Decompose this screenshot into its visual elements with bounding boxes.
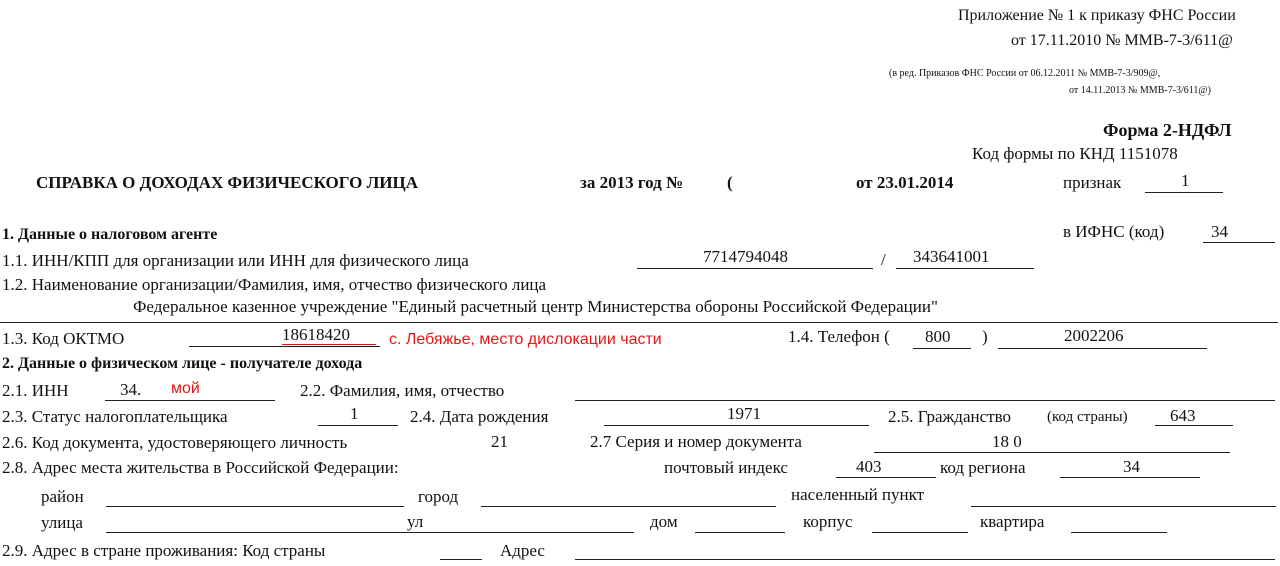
street-label: улица <box>41 513 83 532</box>
doc-code-label: 2.6. Код документа, удостоверяющего личность <box>2 433 348 452</box>
region-value: 34 <box>1123 457 1140 476</box>
foreign-address-field-label: Адрес <box>500 541 545 560</box>
district-label: район <box>41 487 84 506</box>
city-label: город <box>418 487 459 506</box>
redaction-mark <box>736 166 806 192</box>
birth-value: 1971 <box>727 404 761 423</box>
person-inn-label: 2.1. ИНН <box>2 381 69 400</box>
agent-name-label: 1.2. Наименование организации/Фамилия, имя, отчество физического лица <box>2 275 547 294</box>
citizenship-value: 643 <box>1170 406 1196 425</box>
document-title: СПРАВКА О ДОХОДАХ ФИЗИЧЕСКОГО ЛИЦА <box>36 173 419 192</box>
oktmo-note: с. Лебяжье, место дислокации части <box>389 331 662 348</box>
address-label: 2.8. Адрес места жительства в Российской Федерации: <box>2 458 399 477</box>
person-inn-value: 34. <box>120 380 142 399</box>
edition-line-2: от 14.11.2013 № ММВ-7-3/611@) <box>1069 85 1211 96</box>
oktmo-underline-mark <box>282 344 376 345</box>
flat-label: квартира <box>980 512 1045 531</box>
oktmo-value: 18618420 <box>282 325 350 344</box>
phone-label: 1.4. Телефон ( <box>788 327 890 346</box>
section1-heading: 1. Данные о налоговом агенте <box>2 226 218 243</box>
citizenship-hint: (код страны) <box>1047 409 1128 425</box>
agent-name-value: Федеральное казенное учреждение "Единый расчетный центр Министерства обороны Российской Федерации" <box>133 297 938 316</box>
house-label: дом <box>650 512 678 531</box>
street-value: ул <box>407 512 424 531</box>
postal-value: 403 <box>856 457 882 476</box>
postal-label: почтовый индекс <box>664 458 788 477</box>
phone-code: 800 <box>925 327 951 346</box>
phone-close: ) <box>982 327 988 346</box>
foreign-address-label: 2.9. Адрес в стране проживания: Код страны <box>2 541 326 560</box>
appendix-line-2: от 17.11.2010 № ММВ-7-3/611@ <box>1011 32 1233 49</box>
sign-label: признак <box>1063 173 1122 192</box>
edition-line-1: (в ред. Приказов ФНС России от 06.12.2011 № ММВ-7-3/909@, <box>889 68 1161 79</box>
title-year: за 2013 год № <box>580 173 684 192</box>
phone-value: 2002206 <box>1064 326 1124 345</box>
birth-label: 2.4. Дата рождения <box>410 407 549 426</box>
form-name: Форма 2-НДФЛ <box>1103 120 1232 140</box>
ifns-label: в ИФНС (код) <box>1063 222 1165 241</box>
citizenship-label: 2.5. Гражданство <box>888 407 1011 426</box>
agent-inn-value: 7714794048 <box>703 247 788 266</box>
agent-inn-label: 1.1. ИНН/КПП для организации или ИНН для физического лица <box>2 251 469 270</box>
person-inn-note: мой <box>171 380 200 397</box>
inn-kpp-slash: / <box>881 250 886 269</box>
title-paren: ( <box>727 173 733 192</box>
oktmo-label: 1.3. Код ОКТМО <box>2 329 125 348</box>
title-date: от 23.01.2014 <box>856 173 954 192</box>
agent-kpp-value: 343641001 <box>913 247 990 266</box>
doc-series-label: 2.7 Серия и номер документа <box>590 432 802 451</box>
region-label: код региона <box>940 458 1026 477</box>
locality-label: населенный пункт <box>791 485 925 504</box>
status-value: 1 <box>350 404 359 423</box>
building-label: корпус <box>803 512 853 531</box>
appendix-line-1: Приложение № 1 к приказу ФНС России <box>958 7 1236 24</box>
fio-label: 2.2. Фамилия, имя, отчество <box>300 381 505 400</box>
status-label: 2.3. Статус налогоплательщика <box>2 407 228 426</box>
doc-code-value: 21 <box>491 432 508 451</box>
sign-value: 1 <box>1181 171 1190 190</box>
ifns-value: 34 <box>1211 222 1228 241</box>
doc-series-value: 18 0 <box>992 432 1022 451</box>
section2-heading: 2. Данные о физическом лице - получателе дохода <box>2 355 363 372</box>
form-code: Код формы по КНД 1151078 <box>972 144 1178 163</box>
